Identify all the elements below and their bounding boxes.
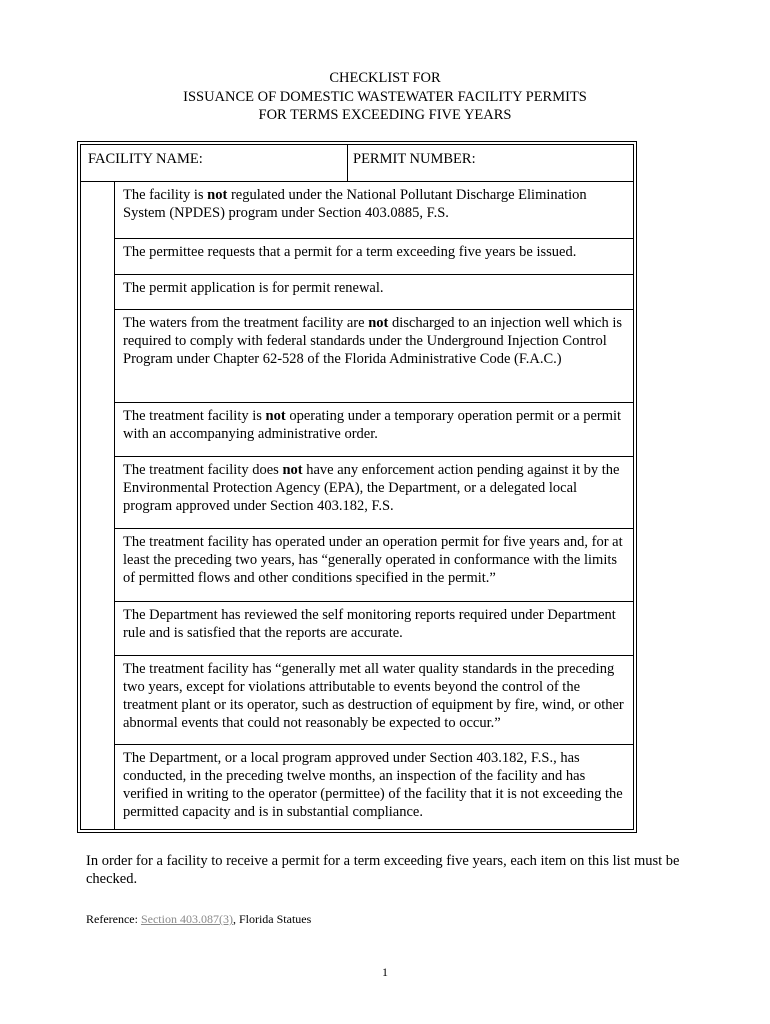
item-text: The treatment facility does not have any enforcement action pending against it by the Environmental Protection Agency (EPA), the Department, or a delegated local program approved under Section 403.182, F.S. (123, 462, 620, 514)
item-text: The waters from the treatment facility are not discharged to an injection well which is required to comply with federal standards under the Underground Injection Control Program under Chapter 62-528 of the Florida Administrative Code (F.A.C.) (123, 315, 623, 367)
item-text: The treatment facility has operated under an operation permit for five years and, for at least the preceding two years, has “generally operated in conformance with the limits of permitted flows and other conditions specified in the permit.” (123, 534, 623, 586)
title-line-3: FOR TERMS EXCEEDING FIVE YEARS (258, 107, 512, 123)
item-checkbox[interactable] (82, 602, 114, 655)
checklist-item (115, 310, 633, 403)
checklist-table (77, 141, 637, 833)
item-checkbox[interactable] (82, 403, 114, 456)
item-checkbox[interactable] (82, 182, 114, 238)
header-divider (347, 145, 348, 181)
item-text: The facility is not regulated under the National Pollutant Discharge Elimination System (NPDES) program under Section 403.0885, F.S. (123, 187, 587, 221)
checklist-item (115, 457, 633, 529)
item-checkbox[interactable] (82, 745, 114, 831)
statute-link[interactable]: Section 403.087(3) (140, 912, 233, 926)
item-text: The treatment facility is not operating under a temporary operation permit or a permit with an accompanying administrative order. (123, 408, 622, 442)
item-text: The permittee requests that a permit for a term exceeding five years be issued. (123, 244, 577, 260)
checklist-item (115, 656, 633, 745)
instruction-note: In order for a facility to receive a permit for a term exceeding five years, each item on this list must be checked. (86, 853, 680, 887)
document-title (0, 69, 770, 125)
item-checkbox[interactable] (82, 310, 114, 402)
item-checkbox[interactable] (82, 275, 114, 309)
title-line-2: ISSUANCE OF DOMESTIC WASTEWATER FACILITY PERMITS (183, 88, 587, 105)
checklist-item (115, 529, 633, 602)
checklist-item (115, 403, 633, 457)
checklist-item (115, 602, 633, 656)
reference-prefix: Reference: (86, 912, 141, 926)
checklist-item (115, 182, 633, 239)
reference-line (86, 912, 311, 927)
title-line-1: CHECKLIST FOR (329, 70, 441, 86)
item-text: The Department has reviewed the self monitoring reports required under Department rule and is satisfied that the reports are accurate. (123, 607, 616, 641)
table-header (81, 145, 633, 182)
checklist-item (115, 745, 633, 831)
item-checkbox[interactable] (82, 656, 114, 744)
page-number: 1 (382, 965, 388, 979)
item-text: The permit application is for permit renewal. (123, 280, 384, 296)
permit-number-label: PERMIT NUMBER: (353, 151, 476, 167)
item-checkbox[interactable] (82, 457, 114, 528)
item-text: The Department, or a local program approved under Section 403.182, F.S., has conducted, in the preceding twelve months, an inspection of the facility and has verified in writing to the operator (permittee) of the facility that it is not exceeding the permitted capacity and is in substantial compliance. (123, 750, 623, 820)
checklist-item (115, 275, 633, 310)
checklist-item (115, 239, 633, 275)
facility-name-label: FACILITY NAME: (88, 151, 203, 167)
reference-suffix: , Florida Statues (232, 912, 312, 926)
item-checkbox[interactable] (82, 239, 114, 274)
item-text: The treatment facility has “generally met all water quality standards in the preceding two years, except for violations attributable to events beyond the control of the treatment plant or its operator, such as destruction of equipment by fire, wind, or other abnormal events that could not reasonably be expected to occur.” (123, 661, 624, 731)
item-checkbox[interactable] (82, 529, 114, 601)
